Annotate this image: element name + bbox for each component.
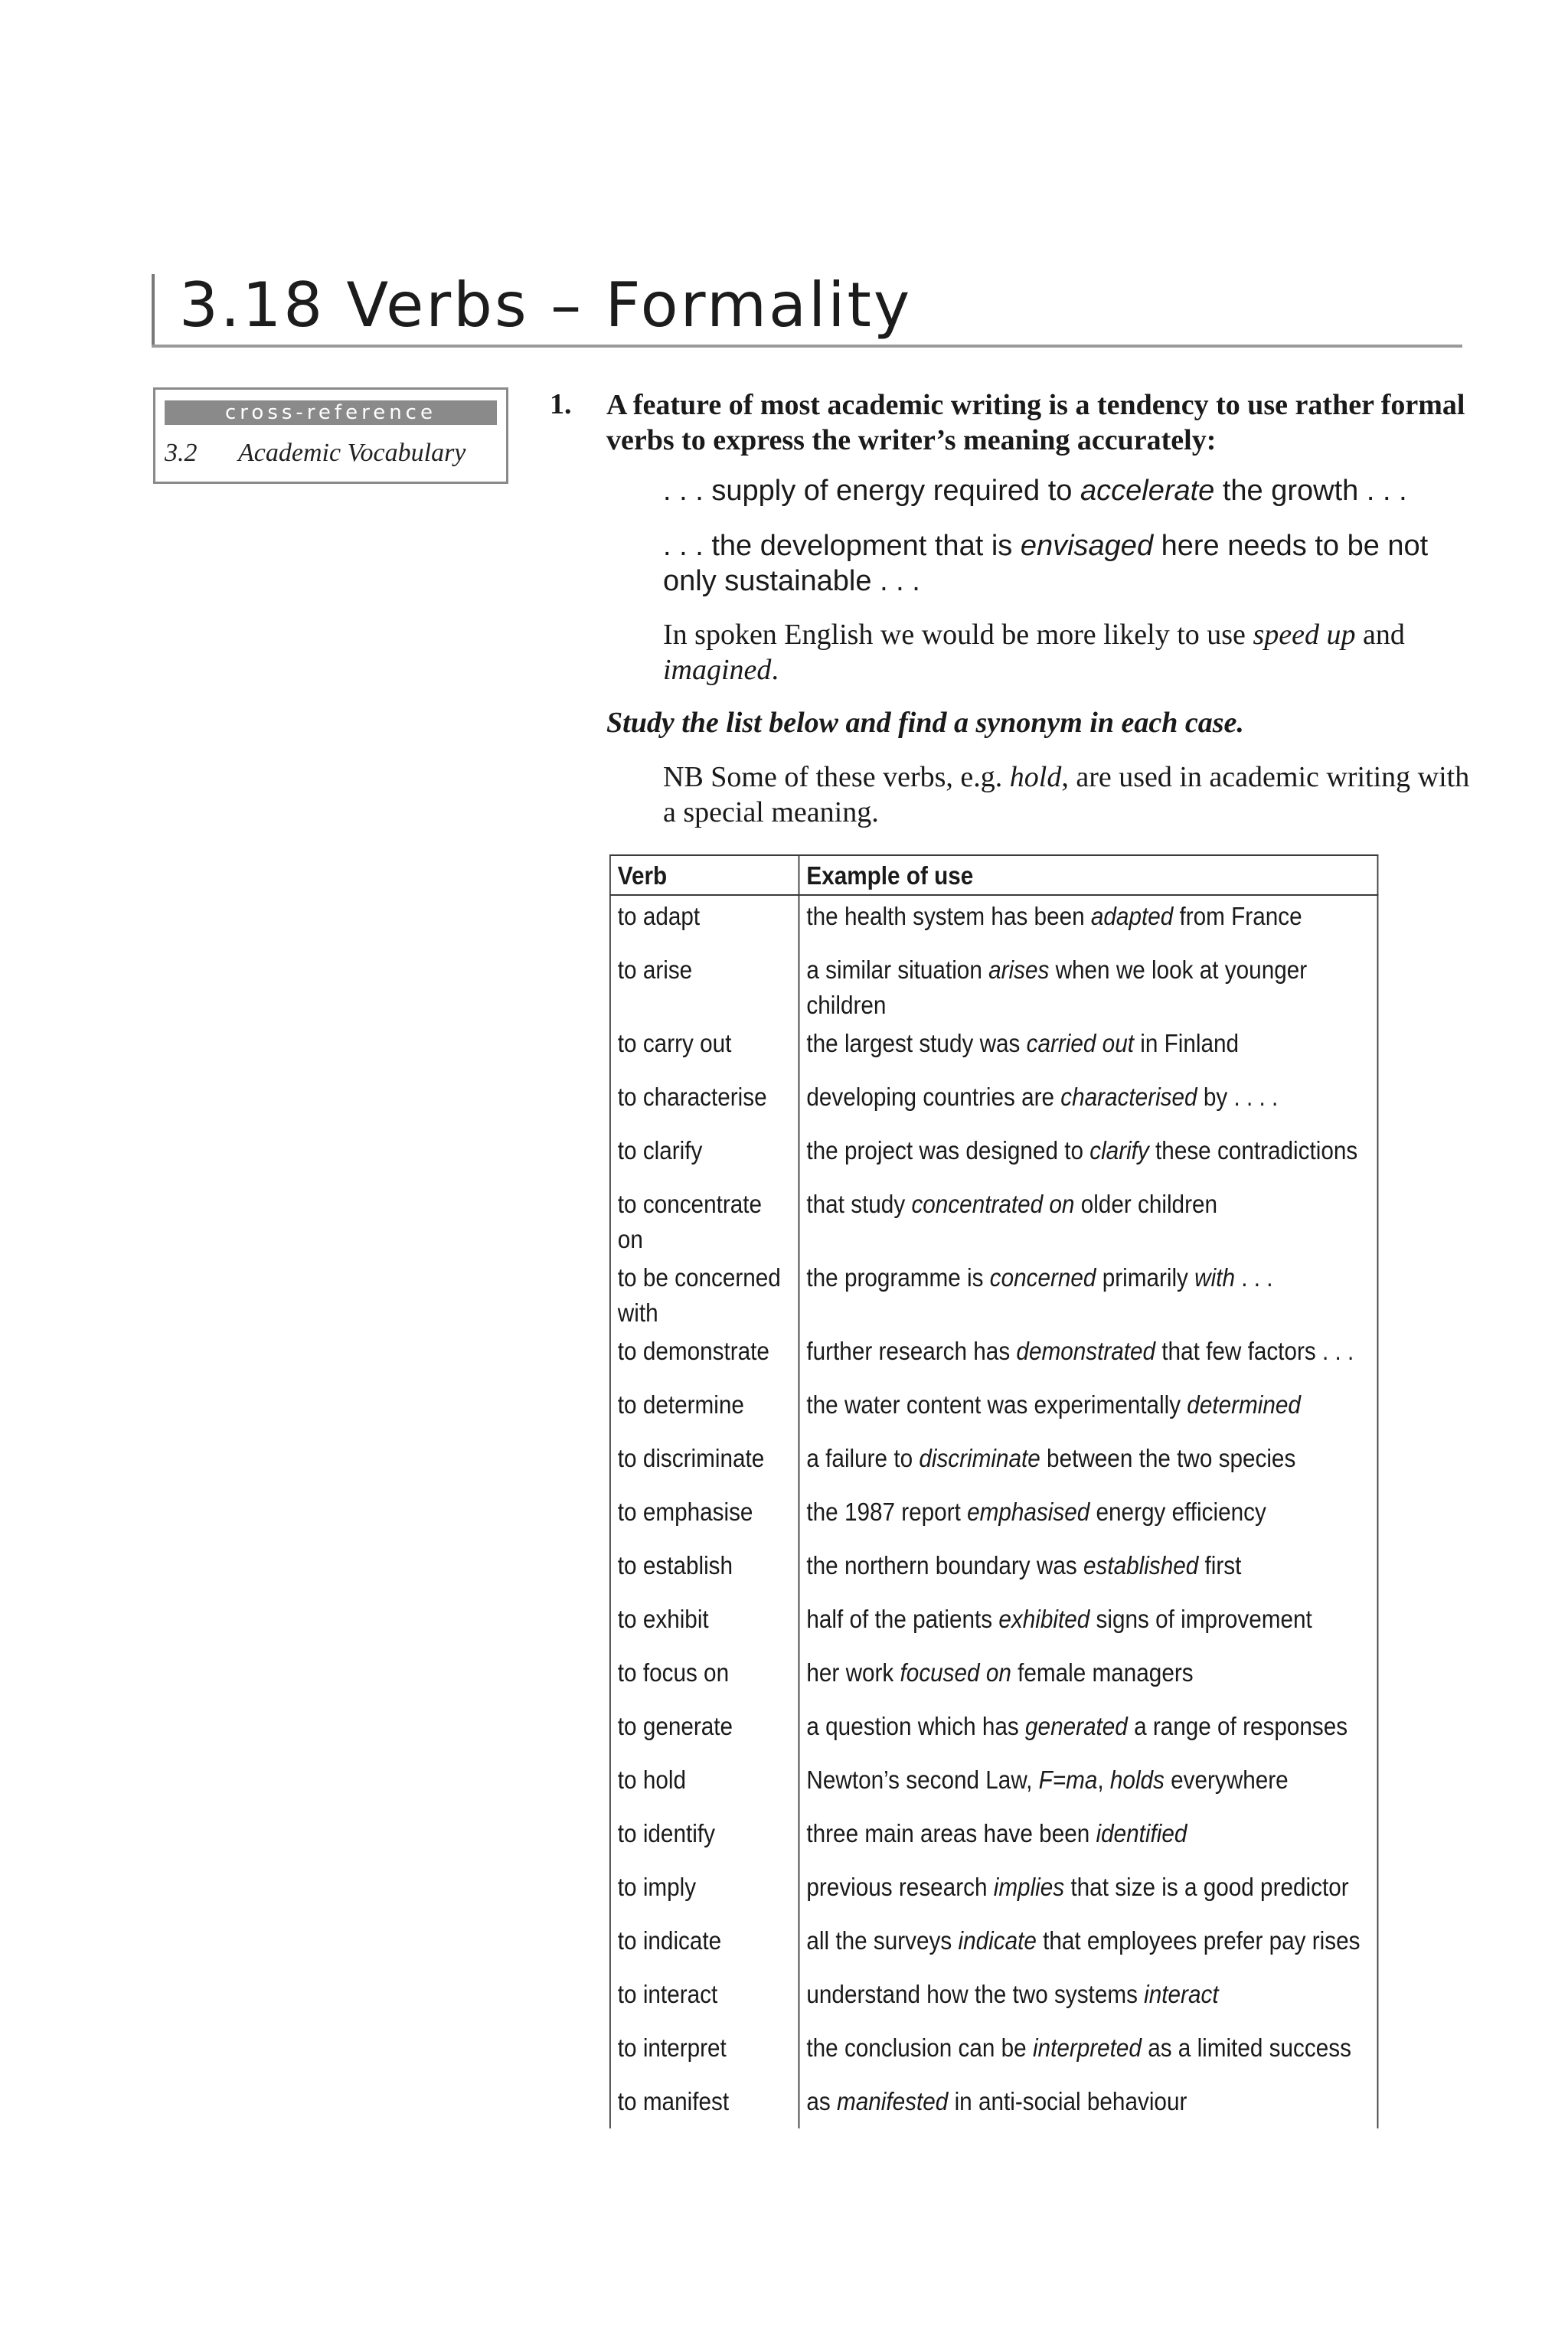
verb-cell: to exhibit <box>610 1599 799 1652</box>
nb-part-2: , are used in academic writing with a special meaning. <box>663 761 1470 828</box>
example-text: a similar situation <box>806 956 989 984</box>
example-cell <box>799 1599 1378 1652</box>
example-text: the northern boundary was <box>806 1551 1083 1579</box>
example-cell <box>799 1257 1378 1331</box>
example-text: in anti-social behaviour <box>948 2087 1187 2115</box>
example-text: the programme is <box>806 1263 990 1292</box>
table-row <box>610 1076 1378 1130</box>
example-text: the project was designed to <box>806 1136 1090 1165</box>
example-cell <box>799 1545 1378 1599</box>
example-cell <box>799 1920 1378 1974</box>
note-speed-up: speed up <box>1253 619 1356 651</box>
verb-cell: to characterise <box>610 1076 799 1130</box>
example-sentence-2 <box>663 528 1459 599</box>
verb-cell: to be concerned with <box>610 1257 799 1331</box>
example-highlight: discriminate <box>919 1444 1040 1472</box>
example-text: older children <box>1074 1190 1217 1218</box>
table-row <box>610 1023 1378 1076</box>
table-row <box>610 1706 1378 1759</box>
example-text: the largest study was <box>806 1029 1027 1057</box>
section-heading-block <box>152 270 1462 346</box>
example-highlight: concentrated on <box>911 1190 1075 1218</box>
table-row <box>610 949 1378 1023</box>
example-text: that few factors . . . <box>1155 1337 1354 1365</box>
example-text: energy efficiency <box>1089 1498 1266 1526</box>
verb-cell: to carry out <box>610 1023 799 1076</box>
example-cell <box>799 1184 1378 1257</box>
example-text: by . . . . <box>1197 1083 1279 1111</box>
example-highlight: manifested <box>837 2087 949 2115</box>
table-row <box>610 1331 1378 1384</box>
verb-cell: to manifest <box>610 2081 799 2128</box>
verb-cell: to emphasise <box>610 1491 799 1545</box>
verb-cell: to interpret <box>610 2027 799 2081</box>
verb-table <box>609 854 1378 2128</box>
note-part-3: . <box>771 654 779 686</box>
example-text: these contradictions <box>1148 1136 1358 1165</box>
column-header-verb: Verb <box>610 855 799 895</box>
spoken-english-note <box>663 617 1475 688</box>
example-cell <box>799 1867 1378 1920</box>
example-text: everywhere <box>1164 1766 1289 1794</box>
example-highlight: exhibited <box>998 1605 1090 1633</box>
example-text: when we look at younger children <box>806 956 1308 1019</box>
note-imagined: imagined <box>663 654 772 686</box>
example-cell <box>799 1023 1378 1076</box>
example-highlight: arises <box>988 956 1050 984</box>
example-1-start: . . . supply of energy required to <box>663 475 1080 507</box>
table-row <box>610 1545 1378 1599</box>
cross-reference-number: 3.2 <box>165 439 198 467</box>
example-2-start: . . . the development that is <box>663 530 1021 562</box>
page-title: 3.18 Verbs – Formality <box>179 270 913 341</box>
example-highlight: demonstrated <box>1016 1337 1156 1365</box>
note-part-1: In spoken English we would be more likely to use <box>663 619 1253 651</box>
example-text: , <box>1097 1766 1110 1794</box>
example-text: her work <box>806 1658 900 1687</box>
example-highlight: interpreted <box>1032 2034 1142 2062</box>
example-text: Newton’s second Law, <box>806 1766 1039 1794</box>
cross-reference-header: cross-reference <box>165 400 497 425</box>
table-row <box>610 1491 1378 1545</box>
example-cell <box>799 1652 1378 1706</box>
table-row <box>610 1384 1378 1438</box>
item-number: 1. <box>550 388 572 420</box>
column-header-example: Example of use <box>799 855 1378 895</box>
example-highlight: emphasised <box>967 1498 1090 1526</box>
example-highlight: with <box>1194 1263 1235 1292</box>
example-highlight: adapted <box>1090 902 1174 930</box>
example-cell <box>799 1130 1378 1184</box>
verb-cell: to demonstrate <box>610 1331 799 1384</box>
example-2-end: here needs to be not only sustainable . . . <box>663 530 1429 597</box>
example-1-verb: accelerate <box>1080 475 1215 507</box>
example-text: a failure to <box>806 1444 920 1472</box>
example-highlight: generated <box>1025 1712 1128 1740</box>
example-sentence-1 <box>663 475 1407 508</box>
table-row <box>610 1438 1378 1491</box>
verb-cell: to imply <box>610 1867 799 1920</box>
verb-cell: to establish <box>610 1545 799 1599</box>
table-row <box>610 1652 1378 1706</box>
example-highlight: established <box>1083 1551 1199 1579</box>
cross-reference-label: Academic Vocabulary <box>238 439 466 467</box>
cross-reference-box <box>153 387 508 484</box>
heading-underline <box>152 345 1462 348</box>
example-text: developing countries are <box>806 1083 1061 1111</box>
verb-cell: to focus on <box>610 1652 799 1706</box>
table-row <box>610 1813 1378 1867</box>
example-highlight: identified <box>1096 1819 1187 1847</box>
example-text: from France <box>1173 902 1302 930</box>
table-row <box>610 1599 1378 1652</box>
verb-cell: to generate <box>610 1706 799 1759</box>
example-highlight: holds <box>1109 1766 1165 1794</box>
example-cell <box>799 2027 1378 2081</box>
example-cell <box>799 1438 1378 1491</box>
example-highlight: clarify <box>1089 1136 1149 1165</box>
nb-note <box>663 760 1475 830</box>
example-cell <box>799 1331 1378 1384</box>
table-row <box>610 1130 1378 1184</box>
table-header-row <box>610 855 1378 895</box>
example-cell <box>799 1974 1378 2027</box>
verb-cell: to identify <box>610 1813 799 1867</box>
example-cell <box>799 1759 1378 1813</box>
example-2-verb: envisaged <box>1020 530 1154 562</box>
instruction-text: Study the list below and find a synonym in each case. <box>606 707 1244 739</box>
example-text: half of the patients <box>806 1605 999 1633</box>
example-highlight: determined <box>1187 1390 1301 1419</box>
item-intro-text: A feature of most academic writing is a tendency to use rather formal verbs to express the writer’s meaning accurately: <box>606 389 1465 456</box>
example-1-end: the growth . . . <box>1214 475 1407 507</box>
example-highlight: characterised <box>1060 1083 1197 1111</box>
example-text: as a limited success <box>1141 2034 1351 2062</box>
example-text: signs of improvement <box>1089 1605 1312 1633</box>
example-highlight: indicate <box>958 1926 1037 1955</box>
example-text: understand how the two systems <box>806 1980 1145 2008</box>
table-row <box>610 1759 1378 1813</box>
verb-cell: to indicate <box>610 1920 799 1974</box>
example-cell <box>799 895 1378 949</box>
example-text: that size is a good predictor <box>1064 1873 1349 1901</box>
example-text: previous research <box>806 1873 994 1901</box>
verb-cell: to concentrate on <box>610 1184 799 1257</box>
table-row <box>610 1974 1378 2027</box>
table-row <box>610 895 1378 949</box>
verb-table-body <box>610 895 1378 2128</box>
note-part-2: and <box>1355 619 1405 651</box>
verb-cell: to determine <box>610 1384 799 1438</box>
example-cell <box>799 1706 1378 1759</box>
example-text: . . . <box>1234 1263 1273 1292</box>
verb-cell: to adapt <box>610 895 799 949</box>
example-cell <box>799 1384 1378 1438</box>
verb-cell: to interact <box>610 1974 799 2027</box>
table-row <box>610 1867 1378 1920</box>
example-text: female managers <box>1011 1658 1194 1687</box>
example-text: a range of responses <box>1127 1712 1348 1740</box>
table-row <box>610 2081 1378 2128</box>
example-text: in Finland <box>1133 1029 1240 1057</box>
example-text: the conclusion can be <box>806 2034 1033 2062</box>
example-text: the health system has been <box>806 902 1091 930</box>
example-text: all the surveys <box>806 1926 959 1955</box>
example-text: as <box>806 2087 838 2115</box>
example-text: the water content was experimentally <box>806 1390 1187 1419</box>
example-cell <box>799 949 1378 1023</box>
nb-hold: hold <box>1009 761 1062 793</box>
verb-cell: to hold <box>610 1759 799 1813</box>
table-row <box>610 2027 1378 2081</box>
example-text: a question which has <box>806 1712 1026 1740</box>
table-row <box>610 1184 1378 1257</box>
example-text: between the two species <box>1040 1444 1296 1472</box>
table-row <box>610 1257 1378 1331</box>
example-highlight: F=ma <box>1038 1766 1098 1794</box>
example-text: first <box>1198 1551 1242 1579</box>
verb-cell: to clarify <box>610 1130 799 1184</box>
heading-side-bar <box>152 274 155 346</box>
example-cell <box>799 1813 1378 1867</box>
example-text: the 1987 report <box>806 1498 968 1526</box>
example-highlight: interact <box>1144 1980 1219 2008</box>
example-cell <box>799 1076 1378 1130</box>
example-text: that employees prefer pay rises <box>1036 1926 1361 1955</box>
example-highlight: carried out <box>1026 1029 1134 1057</box>
table-row <box>610 1920 1378 1974</box>
example-text: that study <box>806 1190 912 1218</box>
verb-cell: to arise <box>610 949 799 1023</box>
verb-cell: to discriminate <box>610 1438 799 1491</box>
nb-part-1: NB Some of these verbs, e.g. <box>663 761 1010 793</box>
example-cell <box>799 1491 1378 1545</box>
example-cell <box>799 2081 1378 2128</box>
example-highlight: focused on <box>900 1658 1011 1687</box>
example-text: further research has <box>806 1337 1017 1365</box>
example-text: primarily <box>1096 1263 1195 1292</box>
example-highlight: implies <box>993 1873 1065 1901</box>
example-text: three main areas have been <box>806 1819 1096 1847</box>
example-highlight: concerned <box>989 1263 1096 1292</box>
